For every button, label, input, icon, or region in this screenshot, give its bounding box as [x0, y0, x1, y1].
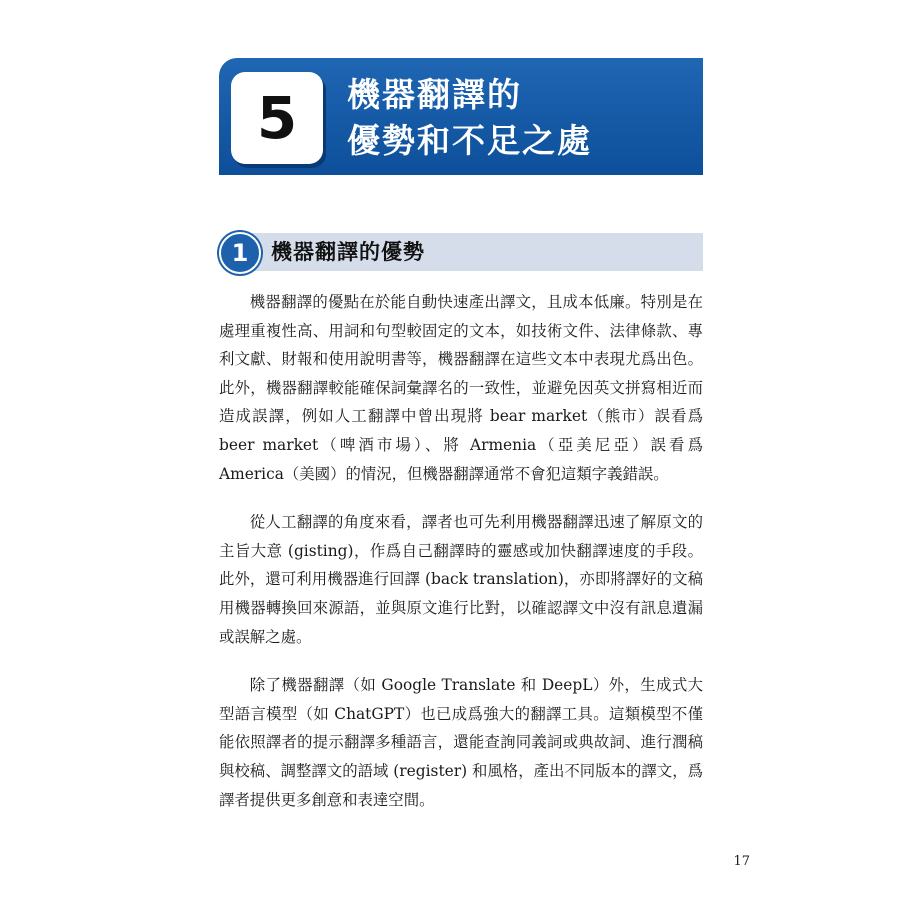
section-number-badge: 1 [219, 232, 261, 274]
body-text [219, 288, 703, 834]
chapter-title [347, 72, 592, 164]
chapter-number: 5 [256, 84, 298, 152]
page-number: 17 [733, 854, 750, 869]
chapter-banner [219, 58, 703, 175]
paragraph-1: 機器翻譯的優點在於能自動快速產出譯文，且成本低廉。特別是在處理重複性高、用詞和句型較固定的文本，如技術文件、法律條款、專利文獻、財報和使用說明書等，機器翻譯在這些文本中表現尤爲出色。此外，機器翻譯較能確保詞彙譯名的一致性，並避免因英文拼寫相近而造成誤譯，例如人工翻譯中曾出現將 bear market（熊市）誤看爲 beer market（啤酒市場）、將 Armenia（亞美尼亞）誤看爲 America（美國）的情況，但機器翻譯通常不會犯這類字義錯誤。 [219, 293, 703, 483]
chapter-number-box [231, 72, 323, 164]
paragraph-3: 除了機器翻譯（如 Google Translate 和 DeepL）外，生成式大型語言模型（如 ChatGPT）也已成爲強大的翻譯工具。這類模型不僅能依照譯者的提示翻譯多種語言，還能查詢同義詞或典故詞、進行潤稿與校稿、調整譯文的語域 (register) 和風格，產出不同版本的譯文，爲譯者提供更多創意和表達空間。 [219, 676, 703, 809]
section-header [219, 233, 703, 271]
section-title: 機器翻譯的優勢 [271, 240, 425, 264]
chapter-title-line2: 優勢和不足之處 [347, 121, 592, 160]
chapter-title-line1: 機器翻譯的 [347, 75, 522, 114]
paragraph-2: 從人工翻譯的角度來看，譯者也可先利用機器翻譯迅速了解原文的主旨大意 (gisting)，作爲自己翻譯時的靈感或加快翻譯速度的手段。此外，還可利用機器進行回譯 (back translation)，亦即將譯好的文稿用機器轉換回來源語，並與原文進行比對，以確認譯文中沒有訊息遺漏或誤解之處。 [219, 513, 703, 646]
